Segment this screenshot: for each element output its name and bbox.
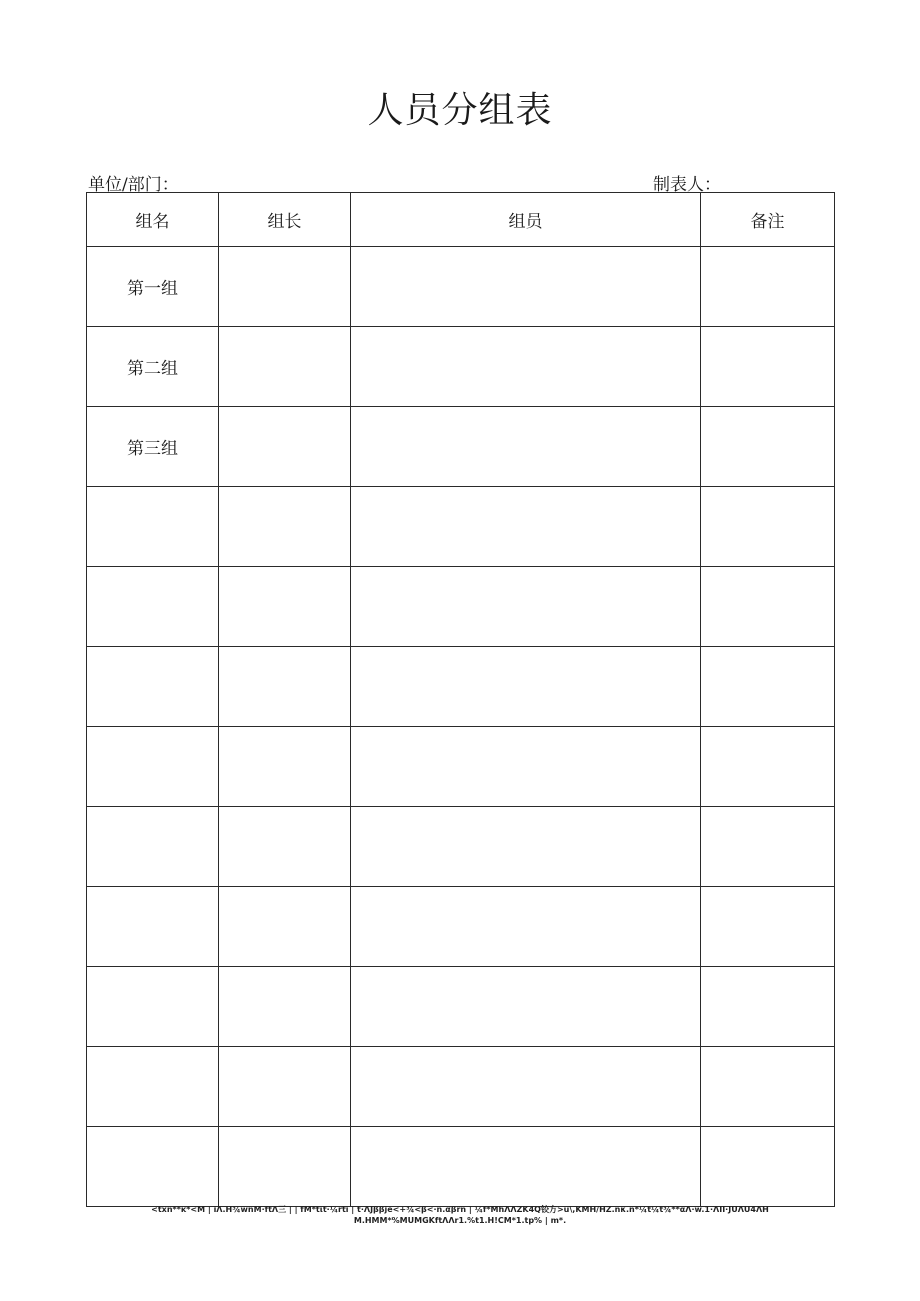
header-remarks: 备注	[701, 193, 835, 247]
document-title: 人员分组表	[367, 90, 553, 131]
group-members-cell	[351, 647, 701, 727]
remarks-cell	[701, 487, 835, 567]
group-leader-cell	[219, 887, 351, 967]
group-members-cell	[351, 887, 701, 967]
group-leader-cell	[219, 1127, 351, 1207]
table-row	[87, 327, 835, 407]
remarks-cell	[701, 807, 835, 887]
header-group-leader: 组长	[219, 193, 351, 247]
table-row	[87, 407, 835, 487]
group-members-cell	[351, 407, 701, 487]
group-name-cell	[87, 647, 219, 727]
group-members-cell	[351, 1127, 701, 1207]
remarks-cell	[701, 967, 835, 1047]
remarks-cell	[701, 727, 835, 807]
table-row	[87, 967, 835, 1047]
table-header-row	[87, 193, 835, 247]
table-row	[87, 1047, 835, 1127]
table-row	[87, 247, 835, 327]
group-name-cell	[87, 807, 219, 887]
table-row	[87, 887, 835, 967]
group-members-cell	[351, 327, 701, 407]
group-name-cell: 第三组	[87, 407, 219, 487]
remarks-cell	[701, 407, 835, 487]
group-name-cell	[87, 567, 219, 647]
table-row	[87, 647, 835, 727]
group-leader-cell	[219, 327, 351, 407]
group-members-cell	[351, 567, 701, 647]
remarks-cell	[701, 327, 835, 407]
remarks-cell	[701, 887, 835, 967]
group-members-cell	[351, 247, 701, 327]
group-leader-cell	[219, 567, 351, 647]
group-members-cell	[351, 487, 701, 567]
footer-line-2: M.HMM*%MUMGKftΛΛr1.%t1.H!CM*1.tp% | m*.	[353, 1216, 567, 1225]
table-row	[87, 487, 835, 567]
group-members-cell	[351, 807, 701, 887]
remarks-cell	[701, 1127, 835, 1207]
table-row	[87, 567, 835, 647]
group-name-cell	[87, 727, 219, 807]
group-name-cell	[87, 887, 219, 967]
group-leader-cell	[219, 1047, 351, 1127]
remarks-cell	[701, 647, 835, 727]
unit-department-label: 单位/部门：	[88, 175, 179, 195]
remarks-cell	[701, 247, 835, 327]
table-row	[87, 1127, 835, 1207]
group-name-cell	[87, 1047, 219, 1127]
group-name-cell	[87, 487, 219, 567]
footer-garbled-text	[86, 1204, 834, 1226]
table-row	[87, 807, 835, 887]
group-members-cell	[351, 1047, 701, 1127]
group-name-cell: 第一组	[87, 247, 219, 327]
table-body	[87, 247, 835, 1207]
group-name-cell	[87, 1127, 219, 1207]
group-leader-cell	[219, 407, 351, 487]
remarks-cell	[701, 1047, 835, 1127]
group-leader-cell	[219, 647, 351, 727]
group-leader-cell	[219, 967, 351, 1047]
group-name-cell: 第二组	[87, 327, 219, 407]
header-group-members: 组员	[351, 193, 701, 247]
group-leader-cell	[219, 727, 351, 807]
group-leader-cell	[219, 807, 351, 887]
remarks-cell	[701, 567, 835, 647]
table-row	[87, 727, 835, 807]
group-name-cell	[87, 967, 219, 1047]
preparer-label: 制表人：	[653, 175, 721, 195]
footer-line-1: <txn**ĸ*<M | iΛ.H¾wnM·ftΛ三 | | fM*tιt·¼rti | t·ΛJββje<+¾<β<·n.αβrn | ¼f*MhΛΛZK4Q铰方>u\,KMH/HZ.nκ.n*¼t¼t¾**αΛ·w.1·ΛII·JUΛU4ΛH	[151, 1205, 769, 1214]
group-members-cell	[351, 967, 701, 1047]
group-leader-cell	[219, 247, 351, 327]
group-members-cell	[351, 727, 701, 807]
header-group-name: 组名	[87, 193, 219, 247]
group-leader-cell	[219, 487, 351, 567]
grouping-table	[86, 192, 835, 1207]
